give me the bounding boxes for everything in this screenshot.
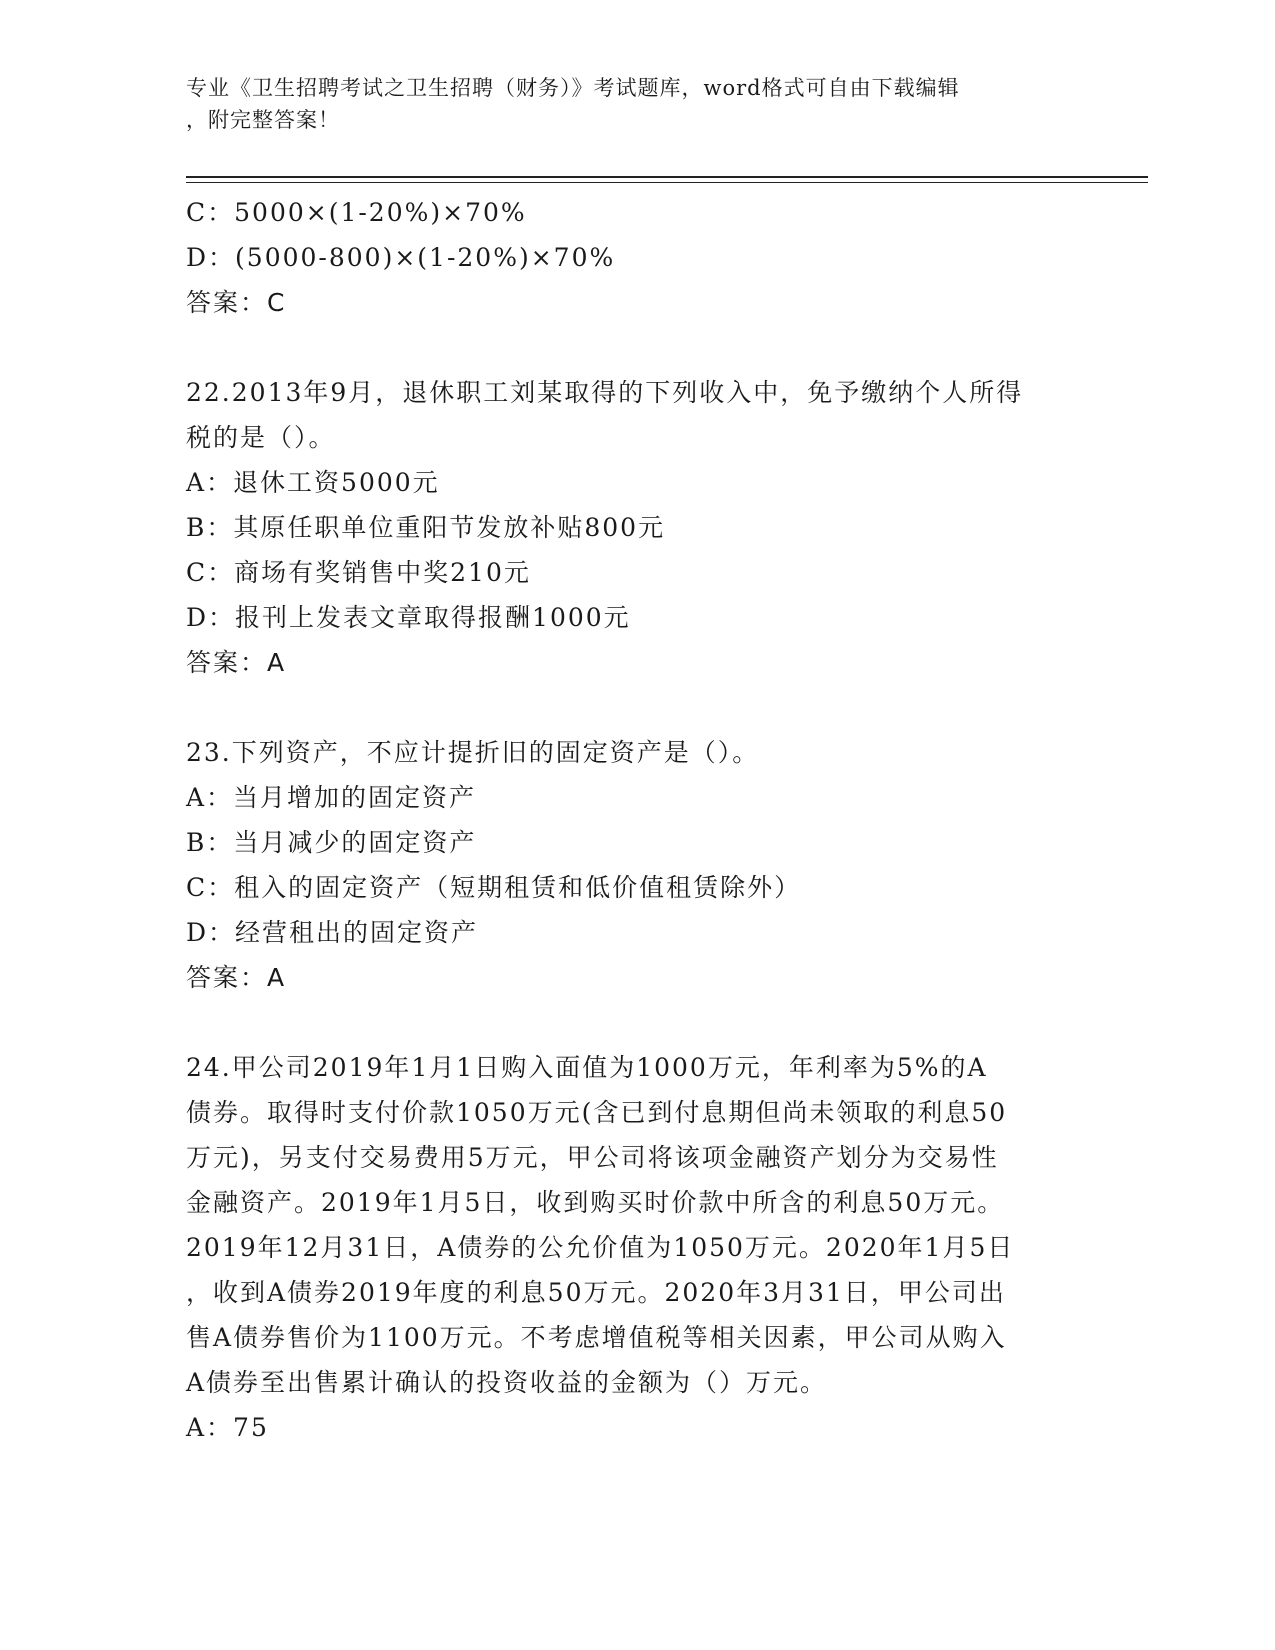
q23-answer: 答案：A <box>186 963 287 992</box>
header-title-line-2: ，附完整答案！ <box>186 108 340 132</box>
q24-stem-line-7: 售A债券售价为1100万元。不考虑增值税等相关因素，甲公司从购入 <box>186 1323 1007 1352</box>
q22-option-a: A：退休工资5000元 <box>186 468 440 497</box>
q24-stem-line-2: 债券。取得时支付价款1050万元(含已到付息期但尚未领取的利息50 <box>186 1098 1008 1127</box>
q22-option-c: C：商场有奖销售中奖210元 <box>186 558 531 587</box>
q23-option-d: D：经营租出的固定资产 <box>186 918 479 947</box>
q24-stem-line-8: A债券至出售累计确认的投资收益的金额为（）万元。 <box>186 1368 828 1397</box>
q23-stem-line-1: 23.下列资产，不应计提折旧的固定资产是（）。 <box>186 738 760 767</box>
question-24 <box>186 1045 1086 1450</box>
spacer <box>186 325 1086 370</box>
question-22 <box>186 370 1086 685</box>
q21-option-c: C：5000×(1-20%)×70% <box>186 198 527 227</box>
q22-option-b: B：其原任职单位重阳节发放补贴800元 <box>186 513 666 542</box>
document-header <box>186 72 1086 136</box>
q24-option-a: A：75 <box>186 1413 269 1442</box>
q24-stem-line-1: 24.甲公司2019年1月1日购入面值为1000万元，年利率为5%的A <box>186 1053 988 1082</box>
q22-stem-line-2: 税的是（）。 <box>186 423 336 452</box>
q22-option-d: D：报刊上发表文章取得报酬1000元 <box>186 603 631 632</box>
header-divider-thick <box>186 176 1148 178</box>
q22-answer: 答案：A <box>186 648 287 677</box>
spacer <box>186 685 1086 730</box>
document-body <box>186 190 1086 1450</box>
q22-stem-line-1: 22.2013年9月，退休职工刘某取得的下列收入中，免予缴纳个人所得 <box>186 378 1024 407</box>
q24-stem-line-5: 2019年12月31日，A债券的公允价值为1050万元。2020年1月5日 <box>186 1233 1015 1262</box>
q24-stem-line-3: 万元)，另支付交易费用5万元，甲公司将该项金融资产划分为交易性 <box>186 1143 999 1172</box>
q24-stem-line-6: ，收到A债券2019年度的利息50万元。2020年3月31日，甲公司出 <box>186 1278 1006 1307</box>
q21-answer: 答案：C <box>186 288 287 317</box>
question-23 <box>186 730 1086 1000</box>
header-title-line-1: 专业《卫生招聘考试之卫生招聘（财务）》考试题库，word格式可自由下载编辑 <box>186 76 960 100</box>
q23-option-b: B：当月减少的固定资产 <box>186 828 477 857</box>
spacer <box>186 1000 1086 1045</box>
q21-option-d: D：(5000-800)×(1-20%)×70% <box>186 243 616 272</box>
question-21 <box>186 190 1086 325</box>
q24-stem-line-4: 金融资产。2019年1月5日，收到购买时价款中所含的利息50万元。 <box>186 1188 1005 1217</box>
q23-option-c: C：租入的固定资产（短期租赁和低价值租赁除外） <box>186 873 802 902</box>
header-divider-thin <box>186 182 1148 183</box>
q23-option-a: A：当月增加的固定资产 <box>186 783 477 812</box>
